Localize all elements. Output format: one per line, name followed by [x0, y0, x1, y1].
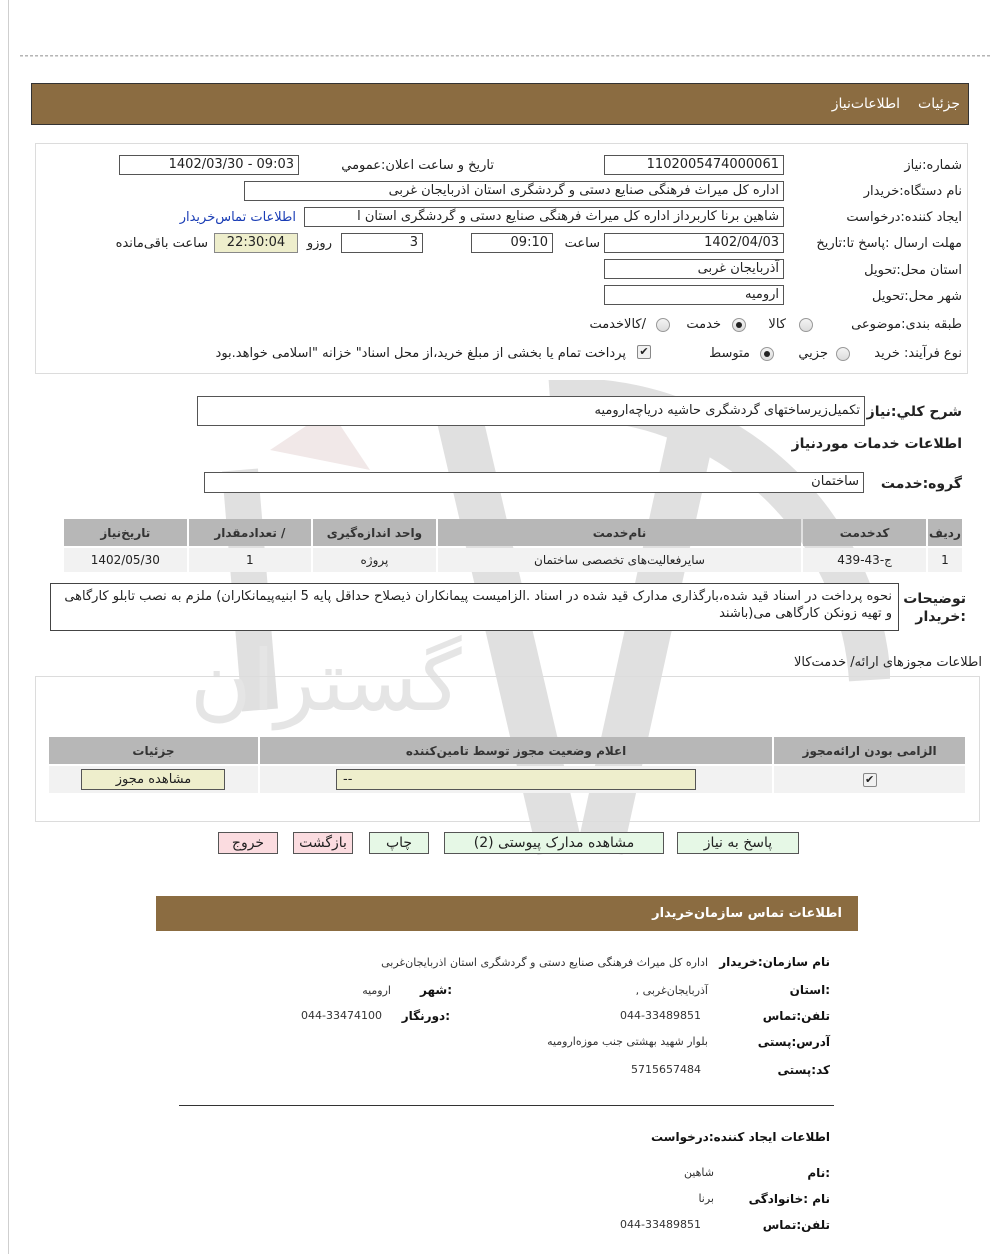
services-table [62, 517, 964, 574]
contact-postal-label: کد:پستی [777, 1063, 830, 1077]
contact-postal-value: 5715657484 [631, 1063, 701, 1076]
contact-fax-label: :دورنگار [401, 1009, 450, 1023]
cell-license-details [49, 766, 258, 793]
view-license-button[interactable]: مشاهده مجوز [81, 769, 225, 790]
cell-row: 1 [928, 548, 962, 572]
days-label: روزو [306, 236, 332, 251]
delivery-province-field: آذربایجان غربی [604, 259, 784, 279]
back-button[interactable]: بازگشت [293, 832, 353, 854]
need-number-label: شماره:نیاز [904, 158, 962, 173]
col-license-details: جزئیات [49, 737, 258, 764]
reply-to-need-button[interactable]: پاسخ به نیاز [677, 832, 799, 854]
licenses-title: اطلاعات مجوزهای ارائه/ خدمت‌کالا [793, 655, 982, 670]
buyer-org-field: اداره کل میراث فرهنگی صنایع دستی و گردشگری استان اذربایجان غربی [244, 181, 784, 201]
category-radio-goods-service[interactable] [656, 318, 670, 332]
deadline-label: مهلت ارسال :پاسخ تا:تاریخ [816, 236, 962, 251]
process-option-medium: متوسط [709, 346, 750, 361]
buyer-notes-text: نحوه پرداخت در اسناد قید شده،بارگذاری مدارک قید شده در اسناد .الزامیست پیمانکاران ذیصلاح حداقل پایه 5 ابنیه‌پیمانکاران) ملزم به نصب تابلو کارگاهی و تهیه زونکن کارگاهی می(باشند [50, 583, 899, 631]
deadline-time-field: 09:10 [471, 233, 553, 253]
contact-address-label: آدرس:پستی [757, 1035, 830, 1049]
deadline-date-field: 1402/04/03 [604, 233, 784, 253]
col-need-date: تاریخ‌نیاز [64, 519, 187, 546]
process-radio-minor[interactable] [836, 347, 850, 361]
exit-button[interactable]: خروج [218, 832, 278, 854]
section-divider [179, 1105, 834, 1106]
process-type-label: نوع فرآیند: خرید [874, 346, 962, 361]
table-row [64, 548, 962, 572]
print-button[interactable]: چاپ [369, 832, 429, 854]
category-radio-goods[interactable] [799, 318, 813, 332]
creator-first-name-value: شاهین [683, 1166, 714, 1179]
contact-fax-value: 044-33474100 [301, 1009, 382, 1022]
creator-label: ایجاد کننده:درخواست [846, 210, 962, 225]
remaining-time-label: ساعت باقی‌مانده [115, 236, 208, 251]
top-dotted-divider [20, 55, 990, 57]
payment-checkbox[interactable]: ✔ [637, 345, 651, 359]
delivery-city-field: ارومیه [604, 285, 784, 305]
buyer-notes-label-line2: :خریدار [915, 609, 966, 625]
contact-address-value: بلوار شهید بهشتی جنب موزه‌ارومیه [547, 1035, 708, 1048]
category-option-goods: کالا [768, 317, 786, 332]
table-row [49, 766, 965, 793]
view-attachments-button[interactable]: مشاهده مدارک پیوستی (2) [444, 832, 664, 854]
page-header-bar [31, 83, 969, 125]
col-license-status: اعلام وضعیت مجوز توسط تامین‌کننده [260, 737, 772, 764]
col-service-code: کدخدمت [803, 519, 926, 546]
announce-date-label: تاریخ و ساعت اعلان:عمومي [341, 158, 494, 173]
col-quantity: / تعدادمقدار [189, 519, 312, 546]
payment-checkbox-label: پرداخت تمام یا بخشی از مبلغ خرید،از محل اسناد" خزانه "اسلامی خواهد.بود [215, 346, 626, 361]
summary-label: شرح کلي:نیاز [866, 404, 962, 420]
creator-last-name-label: نام :خانوادگی [748, 1192, 830, 1206]
delivery-city-label: شهر محل:تحویل [872, 289, 962, 304]
process-radio-medium[interactable] [760, 347, 774, 361]
cell-service-code: ج-43-439 [803, 548, 926, 572]
need-number-field: 1102005474000061 [604, 155, 784, 175]
services-title: اطلاعات خدمات موردنیاز [791, 436, 962, 452]
cell-quantity: 1 [189, 548, 312, 572]
left-border-line [8, 0, 9, 1254]
cell-unit: پروژه [313, 548, 436, 572]
creator-first-name-label: :نام [807, 1166, 830, 1180]
category-option-service: خدمت [686, 317, 721, 332]
creator-info-title: اطلاعات ایجاد کننده:درخواست [650, 1130, 830, 1144]
contact-province-value: آذربایجان‌غربی , [635, 984, 708, 997]
contact-phone-label: تلفن:تماس [762, 1009, 830, 1023]
org-name-label: نام سازمان:خریدار [719, 955, 830, 969]
buyer-contact-link[interactable]: اطلاعات تماس‌خریدار [179, 210, 296, 225]
license-status-field[interactable]: -- [336, 769, 696, 790]
contact-province-label: :استان [789, 983, 830, 997]
creator-phone-label: تلفن:تماس [762, 1218, 830, 1232]
remaining-time-field: 22:30:04 [214, 233, 298, 253]
days-remaining-field: 3 [341, 233, 423, 253]
col-service-name: نام‌خدمت [438, 519, 802, 546]
delivery-province-label: استان محل:تحویل [864, 263, 962, 278]
creator-phone-value: 044-33489851 [620, 1218, 701, 1231]
contact-phone-value: 044-33489851 [620, 1009, 701, 1022]
license-required-checkbox[interactable]: ✔ [863, 773, 877, 787]
category-label: طبقه بندی:موضوعی [851, 317, 962, 332]
contact-city-label: :شهر [420, 983, 452, 997]
category-option-goods-service: /کالاخدمت [589, 317, 646, 332]
process-option-minor: جزيي [798, 346, 828, 361]
tab-details[interactable]: جزئیات [918, 96, 960, 112]
org-name-value: اداره کل میراث فرهنگی صنایع دستی و گردشگری استان اذربایجان‌غربی [381, 956, 708, 969]
cell-license-status [260, 766, 772, 793]
col-unit: واحد اندازه‌گیری [313, 519, 436, 546]
group-label: گروه:خدمت [880, 476, 962, 492]
group-field: ساختمان [204, 472, 864, 493]
svg-text:ﮔﺴﺘﺮان: ﮔﺴﺘﺮان [190, 632, 462, 730]
cell-need-date: 1402/05/30 [64, 548, 187, 572]
deadline-time-label: ساعت [564, 236, 600, 251]
tab-need-info[interactable]: اطلاعات‌نیاز [831, 96, 901, 112]
need-details-panel [35, 143, 968, 374]
buyer-notes-label-line1: توضیحات [903, 591, 966, 607]
creator-field: شاهین برنا کاربرداز اداره کل میراث فرهنگی صنایع دستی و گردشگری استان ا [304, 207, 784, 227]
summary-field: تکمیل‌زیرساختهای گردشگری حاشیه دریاچه‌ارومیه [197, 396, 865, 426]
category-radio-service[interactable] [732, 318, 746, 332]
buyer-org-label: نام دستگاه:خریدار [863, 184, 962, 199]
contact-city-value: ارومیه [362, 984, 391, 997]
licenses-table [47, 735, 967, 795]
buyer-notes-label [903, 590, 966, 626]
announce-date-field: 1402/03/30 - 09:03 [119, 155, 299, 175]
col-row: ردیف [928, 519, 962, 546]
cell-service-name: سایرفعالیت‌های تخصصی ساختمان [438, 548, 802, 572]
col-license-required: الزامی بودن ارائه‌مجوز [774, 737, 965, 764]
cell-license-required [774, 766, 965, 793]
buyer-contact-header: اطلاعات تماس سازمان‌خریدار [156, 896, 858, 931]
creator-last-name-value: برنا [698, 1192, 714, 1205]
